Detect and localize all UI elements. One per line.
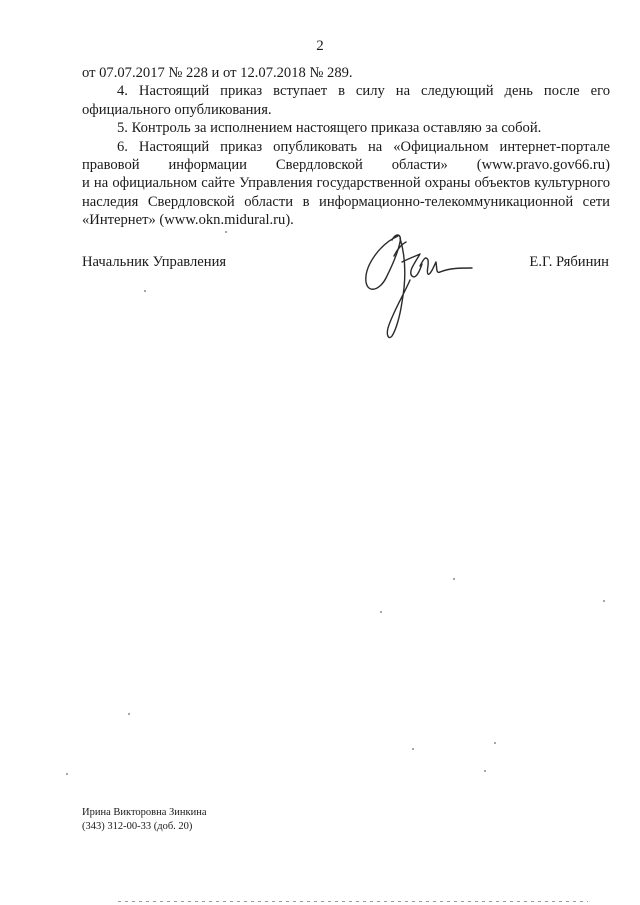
scan-speck [144,290,146,292]
signer-name: Е.Г. Рябинин [529,254,609,270]
scan-speck [603,600,605,602]
handwritten-signature [358,218,480,344]
continuation-line: от 07.07.2017 № 228 и от 12.07.2018 № 289. [82,65,353,81]
scan-speck [484,770,486,772]
scan-speck [128,713,130,715]
item-6-word: информации [168,157,247,174]
item-6-word: (www.pravo.gov66.ru) [476,157,610,174]
item-5: 5. Контроль за исполнением настоящего приказа оставляю за собой. [117,120,542,137]
page-number: 2 [316,38,324,54]
scan-speck [225,231,227,233]
scan-speck [453,578,455,580]
item-6-line-2 [82,156,610,174]
item-6-line-3: и на официальном сайте Управления государственной охраны объектов культурного [82,175,610,192]
item-6-word: области» [391,157,448,174]
signer-position: Начальник Управления [82,254,227,270]
item-6-word: правовой [82,157,140,174]
scan-edge-line [118,901,588,902]
item-6-word: Свердловской [275,157,363,174]
executor-phone: (343) 312-00-33 (доб. 20) [82,821,193,832]
item-4-line-1: 4. Настоящий приказ вступает в силу на следующий день после его [117,83,610,100]
item-6-line-1: 6. Настоящий приказ опубликовать на «Официальном интернет-портале [117,138,610,155]
executor-name: Ирина Викторовна Зинкина [82,807,207,818]
item-6-line-4: наследия Свердловской области в информационно-телекоммуникационной сети [82,193,610,210]
scan-speck [412,748,414,750]
document-body [82,64,610,230]
item-6-line-5: «Интернет» (www.okn.midural.ru). [82,212,294,229]
scan-speck [66,773,68,775]
item-4-line-2: официального опубликования. [82,101,272,118]
scan-speck [494,742,496,744]
scan-speck [380,611,382,613]
executor-block [82,806,207,834]
